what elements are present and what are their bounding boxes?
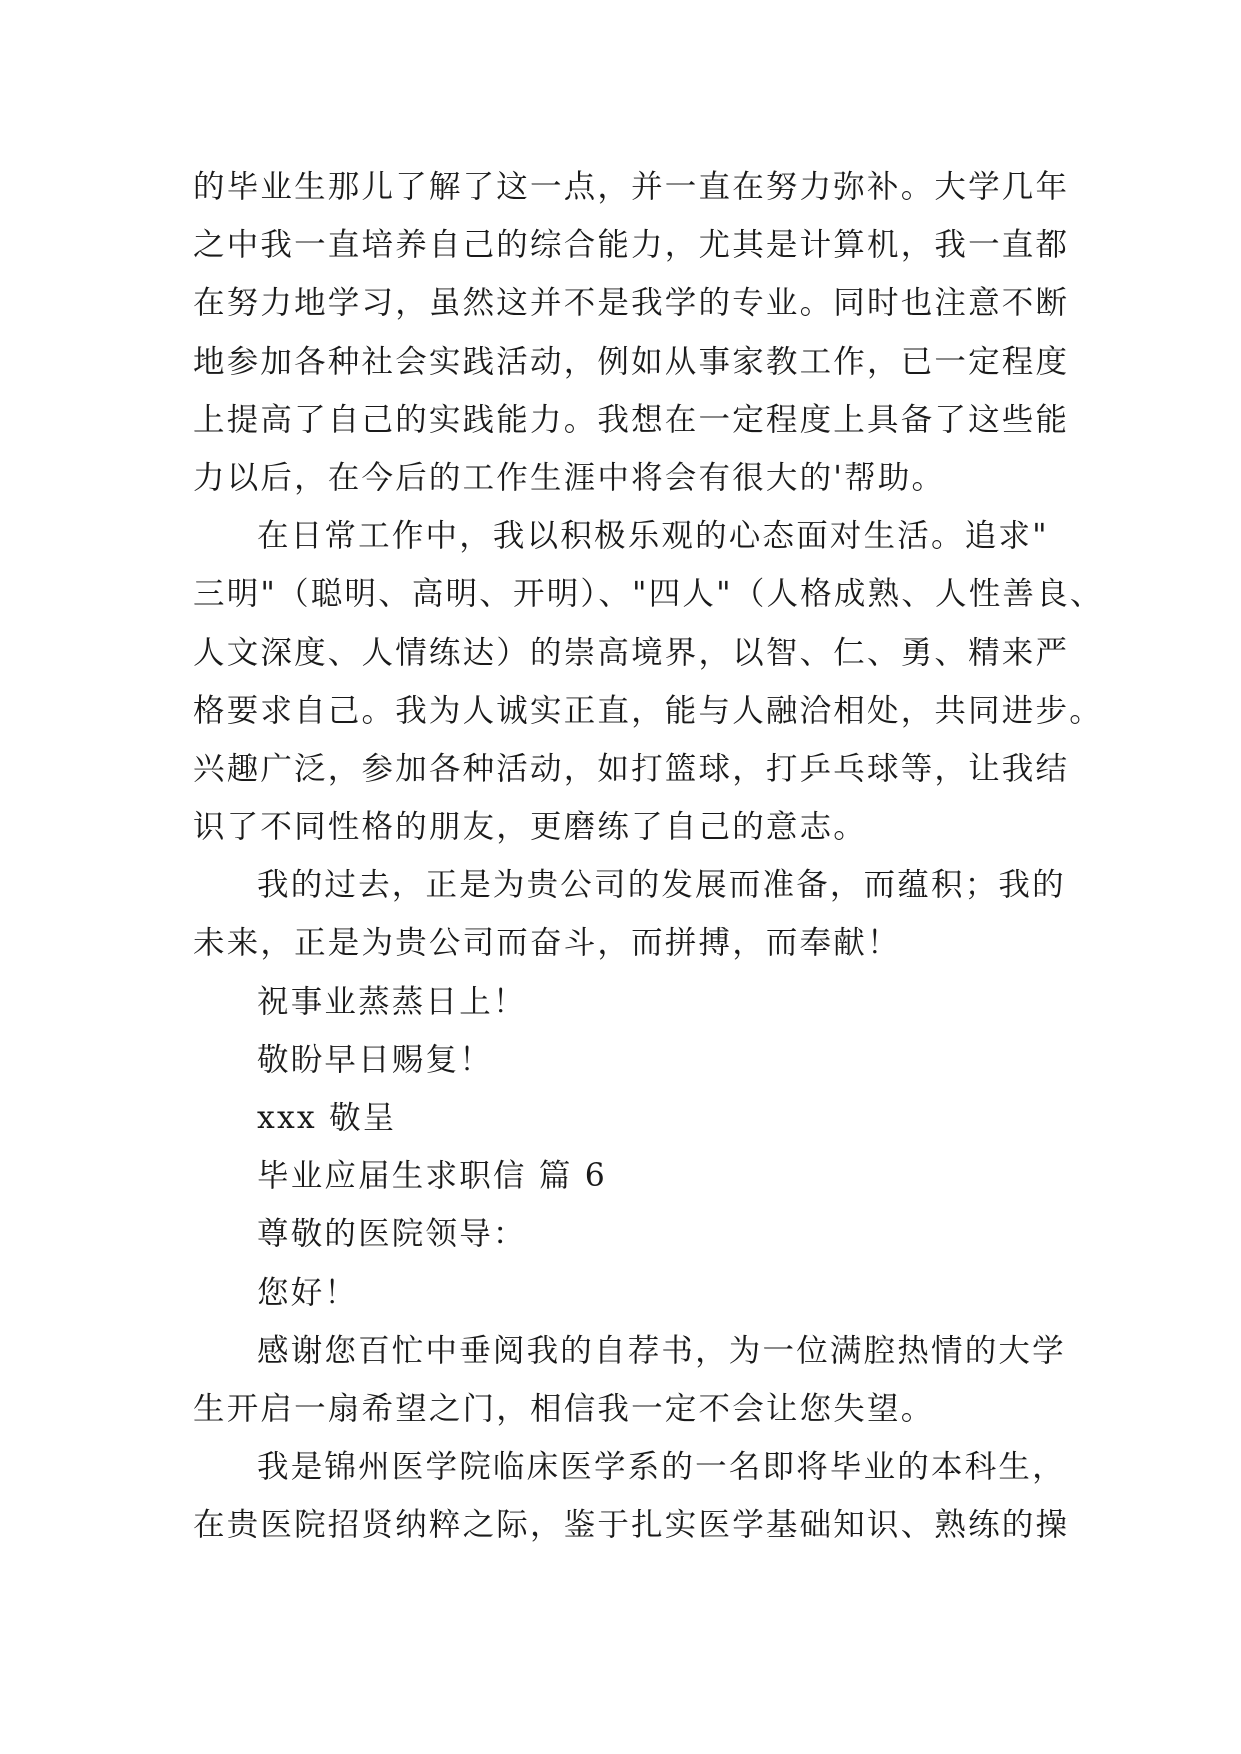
text-line: 的毕业生那儿了解了这一点，并一直在努力弥补。大学几年 bbox=[193, 169, 1070, 205]
paragraph-start-line: 我是锦州医学院临床医学系的一名即将毕业的本科生， bbox=[257, 1449, 1066, 1486]
closing-wish: 祝事业蒸蒸日上！ bbox=[257, 983, 527, 1020]
salutation: 尊敬的医院领导： bbox=[257, 1216, 527, 1253]
paragraph-start-line: 我的过去，正是为贵公司的发展而准备，而蕴积；我的 bbox=[257, 867, 1066, 904]
text-line: 上提高了自己的实践能力。我想在一定程度上具备了这些能 bbox=[193, 401, 1070, 438]
section-title: 毕业应届生求职信 篇 6 bbox=[257, 1158, 607, 1195]
text-line: 生开启一扇希望之门，相信我一定不会让您失望。 bbox=[193, 1390, 935, 1427]
text-line: 之中我一直培养自己的综合能力，尤其是计算机，我一直都 bbox=[193, 227, 1070, 264]
text-line: 兴趣广泛，参加各种活动，如打篮球，打乒乓球等，让我结 bbox=[193, 750, 1070, 787]
text-line: 人文深度、人情练达）的崇高境界，以智、仁、勇、精来严 bbox=[193, 634, 1070, 671]
document-body bbox=[193, 158, 1104, 1555]
greeting: 您好！ bbox=[257, 1274, 359, 1311]
closing-request: 敬盼早日赐复！ bbox=[257, 1041, 493, 1078]
text-line: 三明"（聪明、高明、开明）、"四人"（人格成熟、人性善良、 bbox=[193, 576, 1104, 613]
paragraph-start-line: 感谢您百忙中垂阅我的自荐书，为一位满腔热情的大学 bbox=[257, 1332, 1066, 1369]
paragraph-start-line: 在日常工作中，我以积极乐观的心态面对生活。追求" bbox=[257, 518, 1049, 555]
text-line: 未来，正是为贵公司而奋斗，而拼搏，而奉献！ bbox=[193, 925, 901, 962]
text-line: 在努力地学习，虽然这并不是我学的专业。同时也注意不断 bbox=[193, 285, 1070, 322]
text-line: 地参加各种社会实践活动，例如从事家教工作，已一定程度 bbox=[193, 343, 1070, 380]
text-line: 力以后，在今后的工作生涯中将会有很大的'帮助。 bbox=[193, 459, 946, 496]
text-line: 在贵医院招贤纳粹之际，鉴于扎实医学基础知识、熟练的操 bbox=[193, 1507, 1070, 1544]
text-line: 格要求自己。我为人诚实正直，能与人融洽相处，共同进步。 bbox=[193, 692, 1103, 729]
signature: xxx 敬呈 bbox=[257, 1100, 397, 1136]
text-line: 识了不同性格的朋友，更磨练了自己的意志。 bbox=[193, 809, 868, 846]
